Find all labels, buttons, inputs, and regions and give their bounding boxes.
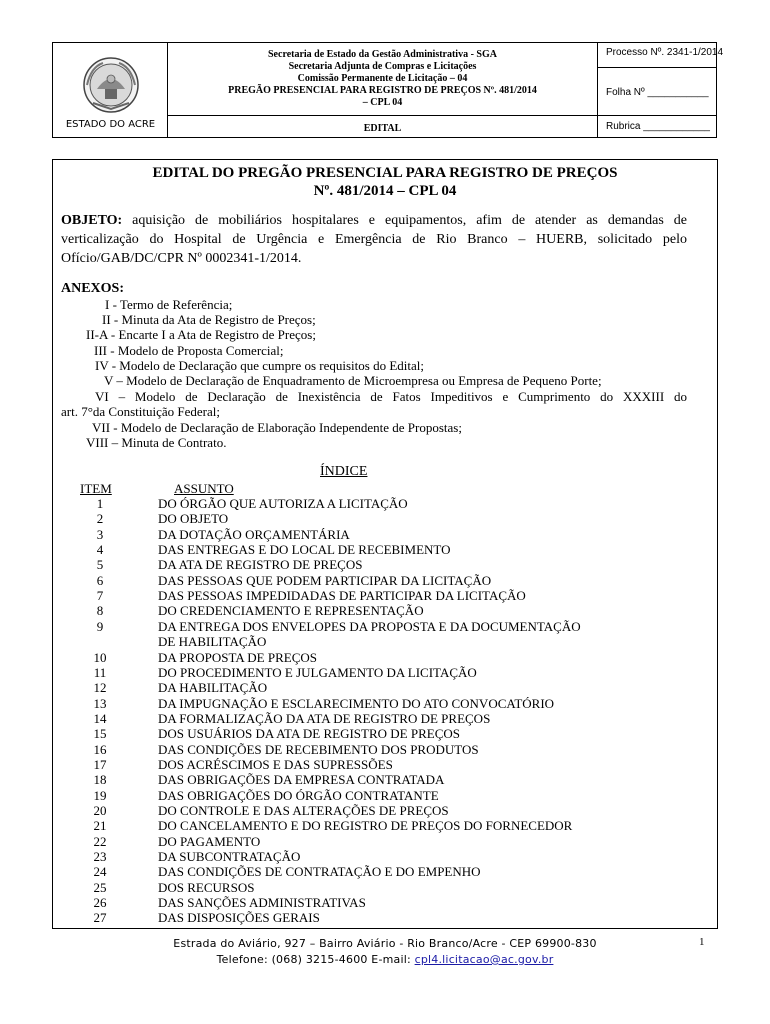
index-item-subject: DO PROCEDIMENTO E JULGAMENTO DA LICITAÇÃO	[158, 664, 477, 680]
header-line-adjunta: Secretaria Adjunta de Compras e Licitações	[288, 61, 477, 72]
anexo-item-continuation: art. 7°da Constituição Federal;	[61, 404, 220, 419]
index-row	[60, 511, 680, 526]
index-row	[60, 542, 680, 557]
header-line-secretaria: Secretaria de Estado da Gestão Administrativa - SGA	[268, 49, 497, 60]
index-row	[60, 834, 680, 849]
index-assunto-header: ASSUNTO	[174, 481, 234, 496]
index-row	[60, 680, 680, 695]
index-item-number: 20	[93, 803, 107, 818]
document-title-line1: EDITAL DO PREGÃO PRESENCIAL PARA REGISTRO DE PREÇOS	[152, 165, 618, 181]
index-item-header: ITEM	[80, 481, 112, 496]
index-row	[60, 772, 680, 787]
index-item-subject: DE HABILITAÇÃO	[158, 634, 267, 650]
index-item-number: 18	[93, 772, 107, 788]
index-row	[60, 573, 680, 588]
index-item-subject: DAS PESSOAS IMPEDIDADAS DE PARTICIPAR DA LICITAÇÃO	[158, 588, 526, 604]
index-item-number: 22	[93, 833, 107, 849]
index-item-subject: DO CANCELAMENTO E DO REGISTRO DE PREÇOS DO FORNECEDOR	[158, 818, 573, 834]
index-item-subject: DO CONTROLE E DAS ALTERAÇÕES DE PREÇOS	[158, 803, 449, 818]
state-coat-of-arms-icon	[81, 55, 141, 115]
index-item-number: 13	[93, 695, 107, 711]
index-row	[60, 603, 680, 618]
header-line-comissao: Comissão Permanente de Licitação – 04	[297, 73, 468, 84]
objeto-text-line2: verticalização do Hospital de Urgência e Emergência de Rio Branco – HUERB, solicitado pelo	[61, 232, 687, 247]
index-item-number: 4	[96, 542, 104, 558]
index-item-number: 16	[93, 741, 107, 757]
folha-field: Folha Nº ___________	[606, 87, 709, 98]
index-item-subject: DO ÓRGÃO QUE AUTORIZA A LICITAÇÃO	[158, 496, 408, 511]
header-lines	[168, 49, 597, 109]
footer-address: Estrada do Aviário, 927 – Bairro Aviário - Rio Branco/Acre - CEP 69900-830	[173, 937, 597, 950]
index-row	[60, 742, 680, 757]
header-edital: EDITAL	[363, 123, 402, 134]
index-item-number: 10	[93, 649, 107, 665]
index-item-subject: DAS DISPOSIÇÕES GERAIS	[158, 910, 320, 926]
index-item-number: 17	[93, 756, 107, 772]
index-item-subject: DA PROPOSTA DE PREÇOS	[158, 649, 317, 665]
index-row	[60, 849, 680, 864]
index-item-number: 2	[96, 511, 104, 527]
index-item-number: 3	[96, 526, 104, 542]
index-item-number: 25	[93, 879, 107, 895]
index-item-subject: DAS OBRIGAÇÕES DA EMPRESA CONTRATADA	[158, 772, 445, 788]
index-item-number: 27	[93, 910, 107, 926]
state-label: ESTADO DO ACRE	[65, 119, 156, 130]
footer-phone: Telefone: (068) 3215-4600 E-mail:	[216, 953, 415, 966]
index-item-number: 11	[93, 664, 107, 680]
header-line-cpl: – CPL 04	[362, 97, 403, 108]
index-item-subject: DAS PESSOAS QUE PODEM PARTICIPAR DA LICITAÇÃO	[158, 572, 492, 588]
document-title-line2: Nº. 481/2014 – CPL 04	[313, 183, 457, 199]
index-item-subject: DOS ACRÉSCIMOS E DAS SUPRESSÕES	[158, 756, 393, 772]
index-item-number: 5	[96, 557, 104, 573]
index-item-number: 19	[93, 787, 107, 803]
index-item-subject: DO CREDENCIAMENTO E REPRESENTAÇÃO	[158, 603, 424, 619]
anexo-item: IV - Modelo de Declaração que cumpre os requisitos do Edital;	[95, 358, 424, 373]
index-row	[60, 910, 680, 925]
index-row	[60, 788, 680, 803]
index-item-subject: DAS OBRIGAÇÕES DO ÓRGÃO CONTRATANTE	[158, 787, 439, 803]
index-row	[60, 634, 680, 649]
index-row	[60, 880, 680, 895]
header-logo-cell	[53, 43, 168, 137]
anexo-item: I - Termo de Referência;	[105, 297, 233, 312]
header-line-pregao: PREGÃO PRESENCIAL PARA REGISTRO DE PREÇOS Nº. 481/2014	[228, 85, 537, 96]
index-item-subject: DAS CONDIÇÕES DE CONTRATAÇÃO E DO EMPENHO	[158, 864, 481, 880]
index-item-number: 7	[96, 588, 104, 604]
index-item-subject: DOS RECURSOS	[158, 879, 255, 895]
index-item-subject: DA DOTAÇÃO ORÇAMENTÁRIA	[158, 526, 350, 542]
processo-number: Processo Nº. 2341-1/2014	[606, 47, 724, 58]
header-process-cell	[598, 43, 724, 137]
header-title-cell	[168, 43, 598, 137]
index-item-subject: DA ATA DE REGISTRO DE PREÇOS	[158, 557, 363, 573]
index-row	[60, 757, 680, 772]
index-item-number: 23	[93, 849, 107, 865]
index-item-subject: DA ENTREGA DOS ENVELOPES DA PROPOSTA E DA DOCUMENTAÇÃO	[158, 618, 581, 634]
index-row	[60, 818, 680, 833]
anexo-item: VI – Modelo de Declaração de Inexistência de Fatos Impeditivos e Cumprimento do XXXIII do	[95, 389, 687, 404]
index-title: ÍNDICE	[320, 464, 368, 479]
index-row	[60, 588, 680, 603]
anexo-item: II - Minuta da Ata de Registro de Preços;	[102, 312, 316, 327]
index-item-subject: DA HABILITAÇÃO	[158, 680, 268, 696]
index-item-number: 12	[93, 680, 107, 696]
index-item-subject: DA FORMALIZAÇÃO DA ATA DE REGISTRO DE PREÇOS	[158, 710, 491, 726]
email-link[interactable]: cpl4.licitacao@ac.gov.br	[414, 953, 554, 966]
index-item-subject: DAS ENTREGAS E DO LOCAL DE RECEBIMENTO	[158, 542, 451, 558]
rubrica-field: Rubrica ____________	[606, 121, 710, 132]
index-item-number: 14	[93, 710, 107, 726]
index-row	[60, 803, 680, 818]
anexo-item: II-A - Encarte I a Ata de Registro de Preços;	[86, 327, 316, 342]
index-item-subject: DO OBJETO	[158, 511, 229, 527]
index-row	[60, 696, 680, 711]
index-item-number: 9	[96, 618, 104, 634]
index-item-number: 26	[93, 895, 107, 911]
index-item-number: 6	[96, 572, 104, 588]
index-item-subject: DAS SANÇÕES ADMINISTRATIVAS	[158, 895, 366, 911]
anexos-label: ANEXOS:	[61, 281, 125, 296]
index-item-number: 15	[93, 726, 107, 742]
index-item-number: 21	[93, 818, 107, 834]
index-item-number: 1	[96, 496, 104, 511]
index-item-subject: DA SUBCONTRATAÇÃO	[158, 849, 301, 865]
index-item-subject: DA IMPUGNAÇÃO E ESCLARECIMENTO DO ATO CONVOCATÓRIO	[158, 695, 555, 711]
footer-contact	[0, 953, 770, 966]
index-row	[60, 619, 680, 634]
objeto-text-line1: aquisição de mobiliários hospitalares e equipamentos, afim de atender as demandas de	[122, 213, 687, 228]
index-row	[60, 726, 680, 741]
index-item-number: 24	[93, 864, 107, 880]
index-row	[60, 650, 680, 665]
page-number: 1	[699, 936, 705, 948]
anexo-item: VII - Modelo de Declaração de Elaboração Independente de Propostas;	[92, 420, 462, 435]
document-header	[52, 42, 724, 138]
index-row	[60, 527, 680, 542]
anexo-item: V – Modelo de Declaração de Enquadramento de Microempresa ou Empresa de Pequeno Porte;	[104, 373, 602, 388]
index-row	[60, 665, 680, 680]
index-row	[60, 864, 680, 879]
anexo-item: III - Modelo de Proposta Comercial;	[94, 343, 284, 358]
index-item-number: 8	[96, 603, 104, 619]
index-item-subject: DO PAGAMENTO	[158, 833, 261, 849]
objeto-text-line3: Ofício/GAB/DC/CPR Nº 0002341-1/2014.	[61, 251, 302, 266]
anexo-item: VIII – Minuta de Contrato.	[86, 435, 227, 450]
objeto-paragraph	[61, 211, 687, 268]
index-row	[60, 895, 680, 910]
index-row	[60, 496, 680, 511]
index-item-subject: DOS USUÁRIOS DA ATA DE REGISTRO DE PREÇOS	[158, 726, 460, 742]
objeto-label: OBJETO:	[61, 213, 123, 228]
index-row	[60, 711, 680, 726]
index-item-subject: DAS CONDIÇÕES DE RECEBIMENTO DOS PRODUTOS	[158, 741, 479, 757]
index-row	[60, 557, 680, 572]
